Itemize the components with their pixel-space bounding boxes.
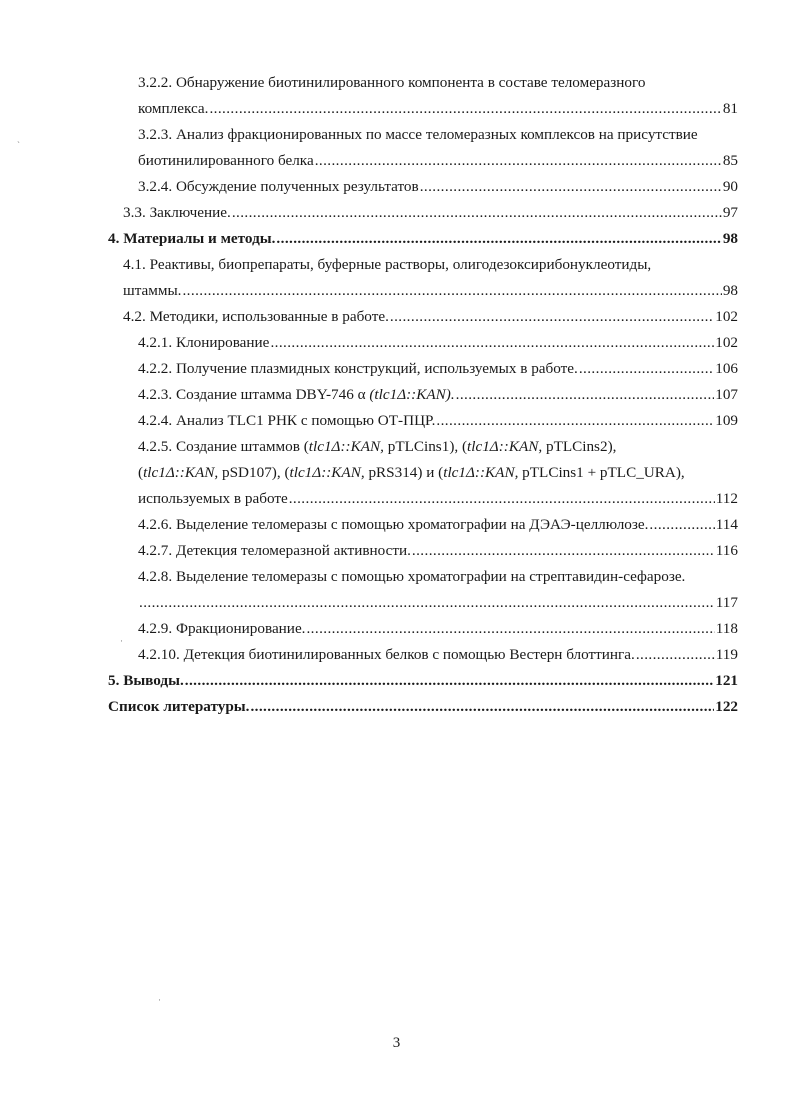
toc-page-number: 121 bbox=[715, 672, 738, 689]
toc-page-number: 102 bbox=[715, 334, 738, 351]
strain-genotype: tlc1Δ::KAN, bbox=[289, 464, 365, 481]
toc-entry-3-2-3-line1 bbox=[108, 122, 738, 148]
toc-entry-text bbox=[138, 434, 616, 460]
toc-entry-text: 5. Выводы. bbox=[108, 672, 184, 689]
toc-entry-text: 4.2. Методики, использованные в работе. bbox=[123, 308, 389, 325]
toc-entry-4-2-4[interactable] bbox=[108, 408, 738, 434]
toc-entry-4-2-2[interactable] bbox=[108, 356, 738, 382]
toc-entry-text: 4.2.4. Анализ TLC1 РНК с помощью ОТ-ПЦР. bbox=[138, 412, 436, 429]
toc-entry-text: 3.3. Заключение. bbox=[123, 204, 231, 221]
toc-entry-4-2-5[interactable] bbox=[108, 486, 738, 512]
dot-leader bbox=[456, 382, 715, 408]
toc-entry-text: 4.2.9. Фракционирование. bbox=[138, 620, 306, 637]
toc-entry-text: 4.2.6. Выделение теломеразы с помощью хроматографии на ДЭАЭ-целлюлозе. bbox=[138, 516, 649, 533]
page-number: 3 bbox=[392, 1035, 401, 1051]
toc-entry-text: 3.2.4. Обсуждение полученных результатов bbox=[138, 178, 419, 195]
toc-entry-4[interactable] bbox=[108, 226, 738, 252]
toc-entry-text: 3.2.2. Обнаружение биотинилированного компонента в составе теломеразного bbox=[138, 74, 646, 91]
dot-leader bbox=[270, 330, 714, 356]
toc-text-part: 4.2.3. Создание штамма DBY-746 α bbox=[138, 386, 370, 403]
toc-text-part: pRS314) и ( bbox=[364, 464, 444, 481]
toc-entry-text: 4.2.7. Детекция теломеразной активности. bbox=[138, 542, 411, 559]
toc-entry-text: 4.2.10. Детекция биотинилированных белков с помощью Вестерн блоттинга. bbox=[138, 646, 635, 663]
dot-leader bbox=[306, 616, 714, 642]
toc-entry-text: комплекса. bbox=[138, 100, 209, 117]
dot-leader bbox=[139, 590, 715, 616]
dot-leader bbox=[185, 668, 714, 694]
toc-page-number: 81 bbox=[722, 100, 738, 117]
toc-page-number: 90 bbox=[722, 178, 738, 195]
toc-text-part: pTLCins1 + pTLC_URA), bbox=[518, 464, 685, 481]
toc-page-number: 116 bbox=[715, 542, 738, 559]
dot-leader bbox=[289, 486, 715, 512]
dot-leader bbox=[250, 694, 714, 720]
toc-entry-references[interactable] bbox=[108, 694, 738, 720]
toc-text-part: pTLCins2), bbox=[542, 438, 617, 455]
toc-page-number: 109 bbox=[715, 412, 738, 429]
toc-entry-5[interactable] bbox=[108, 668, 738, 694]
toc-page-number: 112 bbox=[715, 490, 738, 507]
dot-leader bbox=[412, 538, 715, 564]
toc-text-part: pSD107), ( bbox=[218, 464, 290, 481]
toc-entry-4-2-10[interactable] bbox=[108, 642, 738, 668]
strain-genotype: tlc1Δ::KAN, bbox=[308, 438, 384, 455]
toc-page-number: 102 bbox=[715, 308, 738, 325]
toc-entry-3-2-3[interactable] bbox=[108, 148, 738, 174]
table-of-contents bbox=[108, 70, 738, 720]
toc-text-part: ( bbox=[138, 464, 144, 481]
toc-entry-4-2-9[interactable] bbox=[108, 616, 738, 642]
toc-entry-text bbox=[138, 382, 455, 408]
toc-entry-4-2-5-line2 bbox=[108, 460, 738, 486]
dot-leader bbox=[649, 512, 714, 538]
scan-speck: · bbox=[158, 995, 161, 1005]
toc-entry-text: используемых в работе bbox=[138, 490, 288, 507]
dot-leader bbox=[636, 642, 715, 668]
toc-entry-text: 4. Материалы и методы. bbox=[108, 230, 276, 247]
toc-entry-4-2-7[interactable] bbox=[108, 538, 738, 564]
toc-text-part: pTLCins1), ( bbox=[383, 438, 468, 455]
toc-entry-4-1-line1 bbox=[108, 252, 738, 278]
toc-entry-3-2-2-line1 bbox=[108, 70, 738, 96]
toc-entry-3-2-4[interactable] bbox=[108, 174, 738, 200]
toc-entry-text: 4.2.1. Клонирование bbox=[138, 334, 270, 351]
dot-leader bbox=[209, 96, 721, 122]
dot-leader bbox=[315, 148, 722, 174]
toc-page-number: 117 bbox=[715, 594, 738, 611]
toc-text-part: 4.2.5. Создание штаммов ( bbox=[138, 438, 309, 455]
toc-entry-4-2-8-line1 bbox=[108, 564, 738, 590]
dot-leader bbox=[276, 226, 721, 252]
toc-entry-4-2[interactable] bbox=[108, 304, 738, 330]
strain-genotype: tlc1Δ::KAN, bbox=[443, 464, 519, 481]
scan-speck: · bbox=[120, 636, 123, 646]
strain-genotype: tlc1Δ::KAN, bbox=[143, 464, 219, 481]
dot-leader bbox=[182, 278, 721, 304]
toc-entry-4-2-3[interactable] bbox=[108, 382, 738, 408]
toc-entry-text: 4.2.2. Получение плазмидных конструкций, используемых в работе. bbox=[138, 360, 578, 377]
strain-genotype: tlc1Δ::KAN, bbox=[467, 438, 543, 455]
toc-page-number: 85 bbox=[722, 152, 738, 169]
toc-entry-4-2-6[interactable] bbox=[108, 512, 738, 538]
toc-entry-4-2-8[interactable] bbox=[108, 590, 738, 616]
toc-entry-4-2-1[interactable] bbox=[108, 330, 738, 356]
toc-entry-4-2-5-line1 bbox=[108, 434, 738, 460]
dot-leader bbox=[420, 174, 722, 200]
toc-page-number: 106 bbox=[715, 360, 738, 377]
toc-page-number: 98 bbox=[722, 230, 738, 247]
dot-leader bbox=[390, 304, 714, 330]
toc-entry-text: штаммы. bbox=[123, 282, 182, 299]
toc-entry-text: Список литературы. bbox=[108, 698, 250, 715]
toc-page-number: 97 bbox=[722, 204, 738, 221]
toc-entry-text: 3.2.3. Анализ фракционированных по массе теломеразных комплексов на присутствие bbox=[138, 126, 698, 143]
toc-page-number: 118 bbox=[715, 620, 738, 637]
toc-entry-3-3[interactable] bbox=[108, 200, 738, 226]
toc-page-number: 114 bbox=[715, 516, 738, 533]
toc-page-number: 107 bbox=[715, 386, 738, 403]
toc-entry-text bbox=[138, 460, 685, 486]
toc-entry-text: 4.1. Реактивы, биопрепараты, буферные растворы, олигодезоксирибонуклеотиды, bbox=[123, 256, 652, 273]
strain-genotype: (tlc1Δ::KAN). bbox=[369, 386, 455, 403]
dot-leader bbox=[232, 200, 722, 226]
toc-page-number: 119 bbox=[715, 646, 738, 663]
toc-entry-text: 4.2.8. Выделение теломеразы с помощью хроматографии на стрептавидин-сефарозе. bbox=[138, 568, 686, 585]
toc-entry-text: биотинилированного белка bbox=[138, 152, 314, 169]
toc-page-number: 122 bbox=[715, 698, 738, 715]
toc-page-number: 98 bbox=[722, 282, 738, 299]
toc-entry-4-1[interactable] bbox=[108, 278, 738, 304]
scan-speck: ` bbox=[17, 140, 20, 150]
dot-leader bbox=[436, 408, 714, 434]
toc-entry-3-2-2[interactable] bbox=[108, 96, 738, 122]
dot-leader bbox=[579, 356, 714, 382]
